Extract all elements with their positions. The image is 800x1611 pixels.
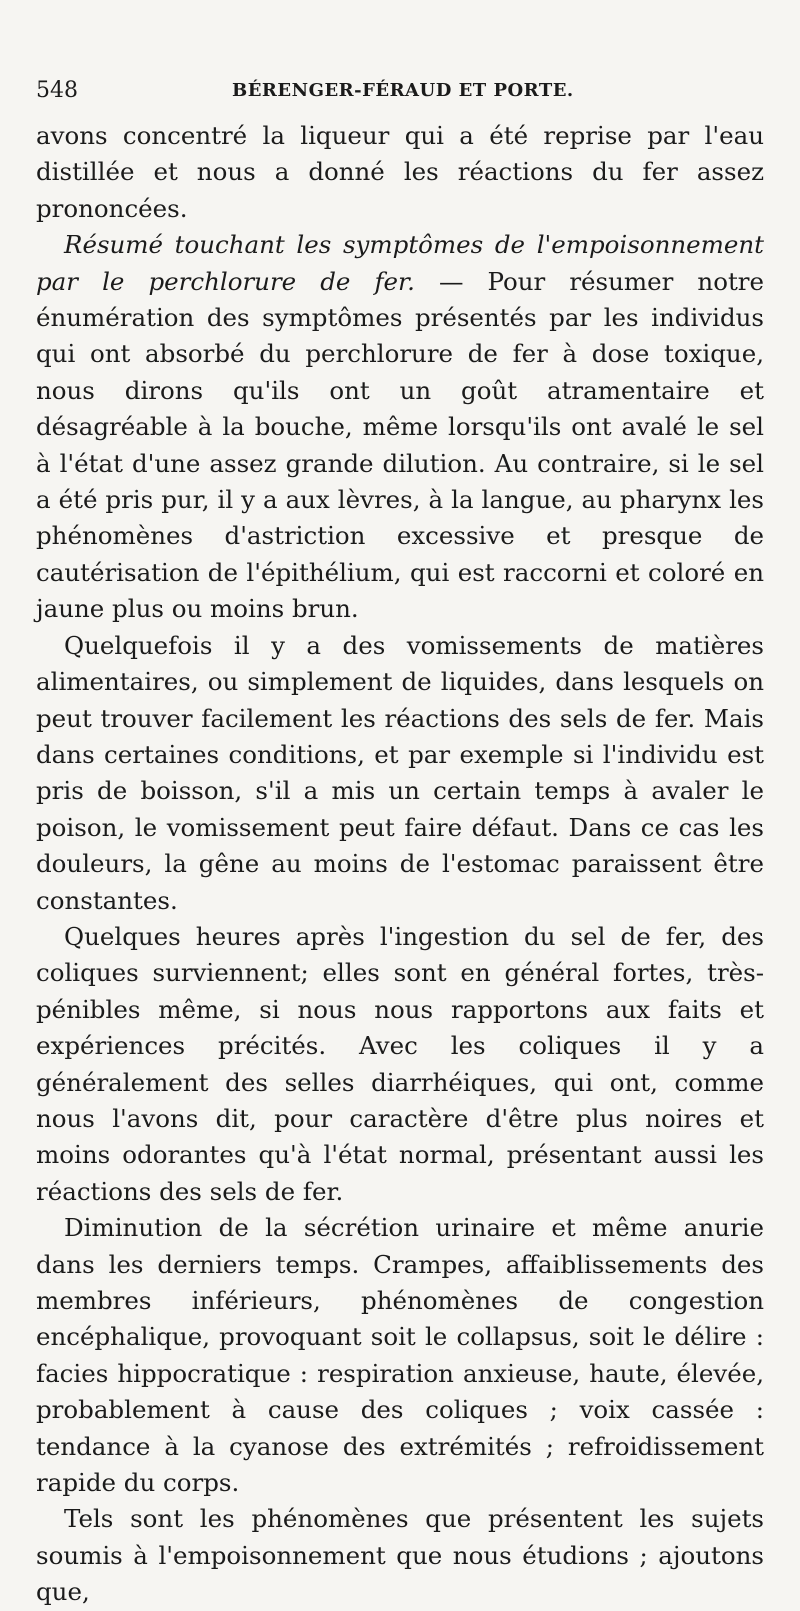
paragraph-coliques: Quelques heures après l'ingestion du sel de fer, des coliques surviennent; elles sont en général fortes, très-pénibles même, si nous nous rapportons aux faits et expériences précités. Avec les coliques il y a généralement des selles diarrhéiques, qui ont, comme nous l'avons dit, pour caractère d'être plus noires et moins odorantes qu'à l'état normal, présentant aussi les réactions des sels de fer.: [36, 921, 764, 1206]
paragraph-conclusion: Tels sont les phénomènes que présentent les sujets soumis à l'empoisonnement que nous étudions ; ajoutons que,: [36, 1504, 764, 1607]
section-heading: Résumé touchant les symptômes de l'empoisonnement par le perchlorure de fer.: [36, 230, 764, 296]
running-title: BÉRENGER-FÉRAUD ET PORTE.: [232, 80, 574, 101]
book-page: [36, 78, 764, 1611]
page-number: 548: [36, 78, 78, 103]
section-text: Pour résumer notre énumération des symptômes présentés par les individus qui ont absorbé du perchlorure de fer à dose toxique, nous dirons qu'ils ont un goût atramentaire et désagréable à la bouche, même lorsqu'ils ont avalé le sel à l'état d'une assez grande dilution. Au contraire, si le sel a été pris pur, il y a aux lèvres, à la langue, au pharynx les phénomènes d'astriction excessive et presque de cautérisation de l'épithélium, qui est raccorni et coloré en jaune plus ou moins brun.: [36, 266, 765, 624]
paragraph-continuation: avons concentré la liqueur qui a été reprise par l'eau distillée et nous a donné les réactions du fer assez prononcées.: [36, 121, 764, 223]
section-paragraph: [36, 227, 764, 627]
body-text: [36, 118, 764, 1611]
section-dash: —: [414, 266, 488, 296]
paragraph-diminution: Diminution de la sécrétion urinaire et même anurie dans les derniers temps. Crampes, affaiblissements des membres inférieurs, phénomènes de congestion encéphalique, provoquant soit le collapsus, soit le délire : facies hippocratique : respiration anxieuse, haute, élevée, probablement à cause des coliques ; voix cassée : tendance à la cyanose des extrémités ; refroidissement rapide du corps.: [36, 1213, 764, 1498]
running-head: [36, 78, 764, 118]
paragraph-vomissements: Quelquefois il y a des vomissements de matières alimentaires, ou simplement de liquides, dans lesquels on peut trouver facilement les réactions des sels de fer. Mais dans certaines conditions, et par exemple si l'individu est pris de boisson, s'il a mis un certain temps à avaler le poison, le vomissement peut faire défaut. Dans ce cas les douleurs, la gêne au moins de l'estomac paraissent être constantes.: [36, 630, 764, 915]
